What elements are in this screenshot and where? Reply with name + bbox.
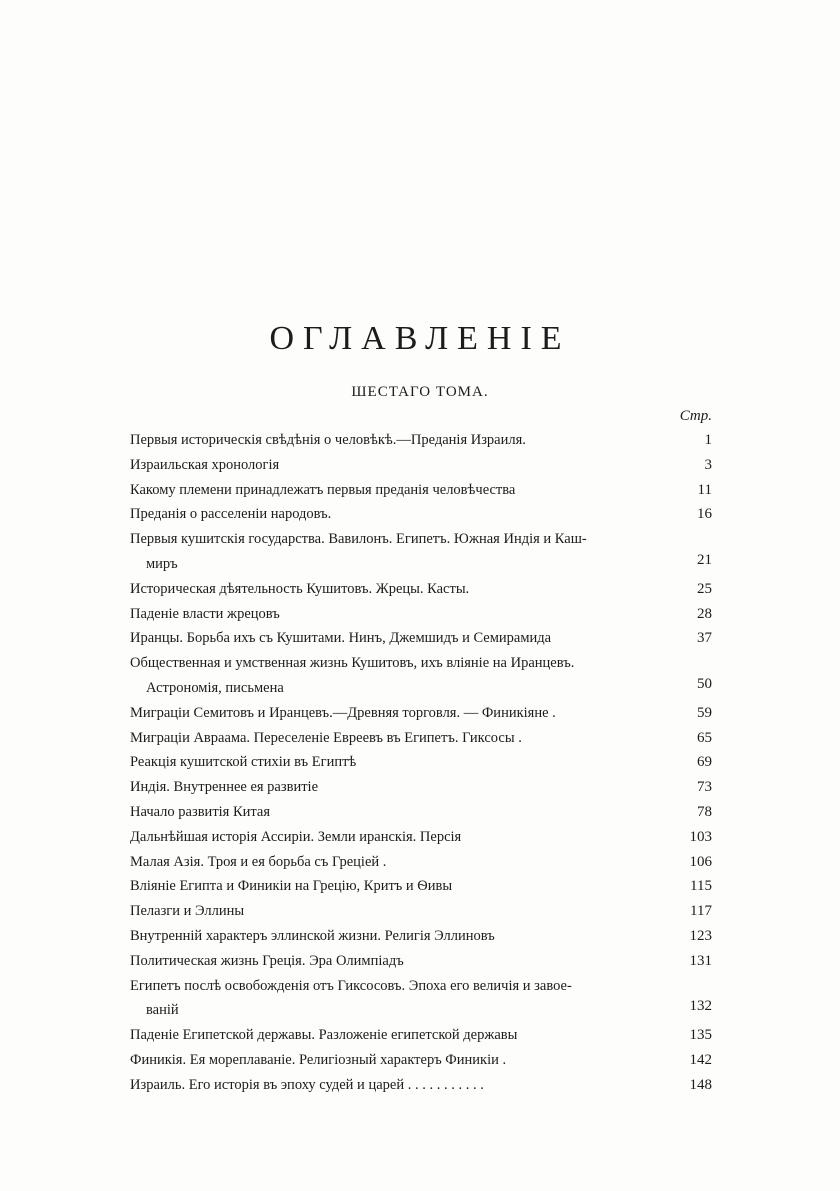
toc-entry-page-number: 69 xyxy=(697,754,712,771)
toc-entry-page-number: 59 xyxy=(697,704,712,721)
toc-entry-page-number: 65 xyxy=(697,729,712,746)
toc-entry-page-number: 115 xyxy=(690,878,712,895)
toc-entry xyxy=(130,800,712,825)
toc-entry-title: Миграціи Семитовъ и Иранцевъ.—Древняя торговля. — Финикіяне . xyxy=(130,704,556,721)
toc-entry-page-number: 21 xyxy=(697,551,712,568)
toc-entry-page-number: 117 xyxy=(690,903,712,920)
toc-entry-title: Финикія. Ея мореплаваніе. Религіозный характеръ Финикіи . xyxy=(130,1051,507,1068)
toc-entry-page-number: 50 xyxy=(697,675,712,692)
toc-entry-page-number: 103 xyxy=(689,828,712,845)
toc-entry-title: Начало развитія Китая xyxy=(130,803,271,820)
toc-entry xyxy=(130,899,712,924)
toc-entry-page-number: 1 xyxy=(704,432,712,448)
toc-entry-page-number: 135 xyxy=(689,1027,712,1044)
toc-entry-title: Первыя историческія свѣдѣнія о человѣкѣ.—Преданія Израиля. xyxy=(130,432,526,448)
toc-entry-title: Какому племени принадлежатъ первыя преданія человѣчества xyxy=(130,481,516,498)
page-title: ОГЛАВЛЕНІЕ xyxy=(269,320,571,357)
toc-entry-title: Паденіе Египетской державы. Разложеніе египетской державы xyxy=(130,1027,518,1044)
toc-entry xyxy=(130,825,712,850)
toc-entry xyxy=(130,527,712,577)
toc-entry-title: Пелазги и Эллины xyxy=(130,903,245,920)
toc-entry-title: Индія. Внутреннее ея развитіе xyxy=(130,779,319,796)
toc-entry-title: Миграціи Авраама. Переселеніе Евреевъ въ Египетъ. Гиксосы . xyxy=(130,729,522,746)
toc-entry xyxy=(130,602,712,627)
toc-entry xyxy=(130,502,712,527)
table-of-contents xyxy=(130,428,712,1098)
toc-entry xyxy=(130,874,712,899)
toc-entry-title-continuation: Астрономія, письмена xyxy=(146,679,284,696)
toc-entry xyxy=(130,750,712,775)
toc-entry xyxy=(130,626,712,651)
toc-entry xyxy=(130,949,712,974)
toc-entry xyxy=(130,850,712,875)
toc-entry-title: Первыя кушитскія государства. Вавилонъ. Египетъ. Южная Индія и Каш- xyxy=(130,531,587,548)
toc-entry xyxy=(130,428,712,453)
toc-entry xyxy=(130,701,712,726)
toc-entry xyxy=(130,775,712,800)
toc-entry xyxy=(130,1023,712,1048)
toc-entry-title: Историческая дѣятельность Кушитовъ. Жрецы. Касты. xyxy=(130,580,470,597)
toc-entry xyxy=(130,453,712,478)
toc-entry-title: Политическая жизнь Греція. Эра Олимпіадъ xyxy=(130,952,404,969)
toc-entry-title: Реакція кушитской стихіи въ Египтѣ xyxy=(130,754,357,771)
toc-entry xyxy=(130,577,712,602)
toc-entry-title: Внутренній характеръ эллинской жизни. Религія Эллиновъ xyxy=(130,927,495,944)
toc-entry-page-number: 106 xyxy=(689,853,712,870)
toc-entry-page-number: 28 xyxy=(697,605,712,622)
toc-entry-page-number: 123 xyxy=(689,927,712,944)
toc-entry-page-number: 78 xyxy=(697,803,712,820)
toc-entry-title-continuation: миръ xyxy=(146,555,178,572)
toc-entry-title: Вліяніе Египта и Финикіи на Грецію, Критъ и Ѳивы xyxy=(130,878,453,895)
toc-entry xyxy=(130,651,712,701)
toc-entry xyxy=(130,924,712,949)
toc-entry-page-number: 3 xyxy=(704,456,712,473)
toc-entry xyxy=(130,1048,712,1073)
toc-entry-title: Египетъ послѣ освобожденія отъ Гиксосовъ. Эпоха его величія и завое- xyxy=(130,977,572,994)
toc-entry xyxy=(130,726,712,751)
toc-entry-title: Израиль. Его исторія въ эпоху судей и царей . . . . . . . . . . . xyxy=(130,1076,484,1093)
toc-entry xyxy=(130,478,712,503)
toc-entry-title: Преданія о расселеніи народовъ. xyxy=(130,506,332,523)
toc-entry-title: Общественная и умственная жизнь Кушитовъ, ихъ вліяніе на Иранцевъ. xyxy=(130,655,575,672)
toc-entry-page-number: 148 xyxy=(689,1076,712,1093)
toc-entry-title: Малая Азія. Троя и ея борьба съ Греціей . xyxy=(130,853,387,870)
toc-entry xyxy=(130,1073,712,1098)
toc-entry-title: Дальнѣйшая исторія Ассиріи. Земли иранскія. Персія xyxy=(130,828,462,845)
toc-entry-page-number: 16 xyxy=(697,506,712,523)
toc-entry-page-number: 37 xyxy=(697,630,712,647)
toc-entry-title: Паденіе власти жрецовъ xyxy=(130,605,280,622)
toc-entry-page-number: 131 xyxy=(689,952,712,969)
toc-entry-title-continuation: ваній xyxy=(146,1002,179,1019)
toc-entry-page-number: 132 xyxy=(689,998,712,1015)
page-subtitle: ШЕСТАГО ТОМА. xyxy=(351,384,489,400)
toc-entry-page-number: 142 xyxy=(689,1051,712,1068)
page-column-label: Стр. xyxy=(679,408,712,424)
toc-entry-page-number: 11 xyxy=(697,481,712,498)
toc-entry-page-number: 25 xyxy=(697,580,712,597)
toc-entry-page-number: 73 xyxy=(697,779,712,796)
toc-entry-title: Израильская хронологія xyxy=(130,456,280,473)
toc-entry-title: Иранцы. Борьба ихъ съ Кушитами. Нинъ, Джемшидъ и Семирамида xyxy=(130,630,552,647)
toc-entry xyxy=(130,974,712,1024)
